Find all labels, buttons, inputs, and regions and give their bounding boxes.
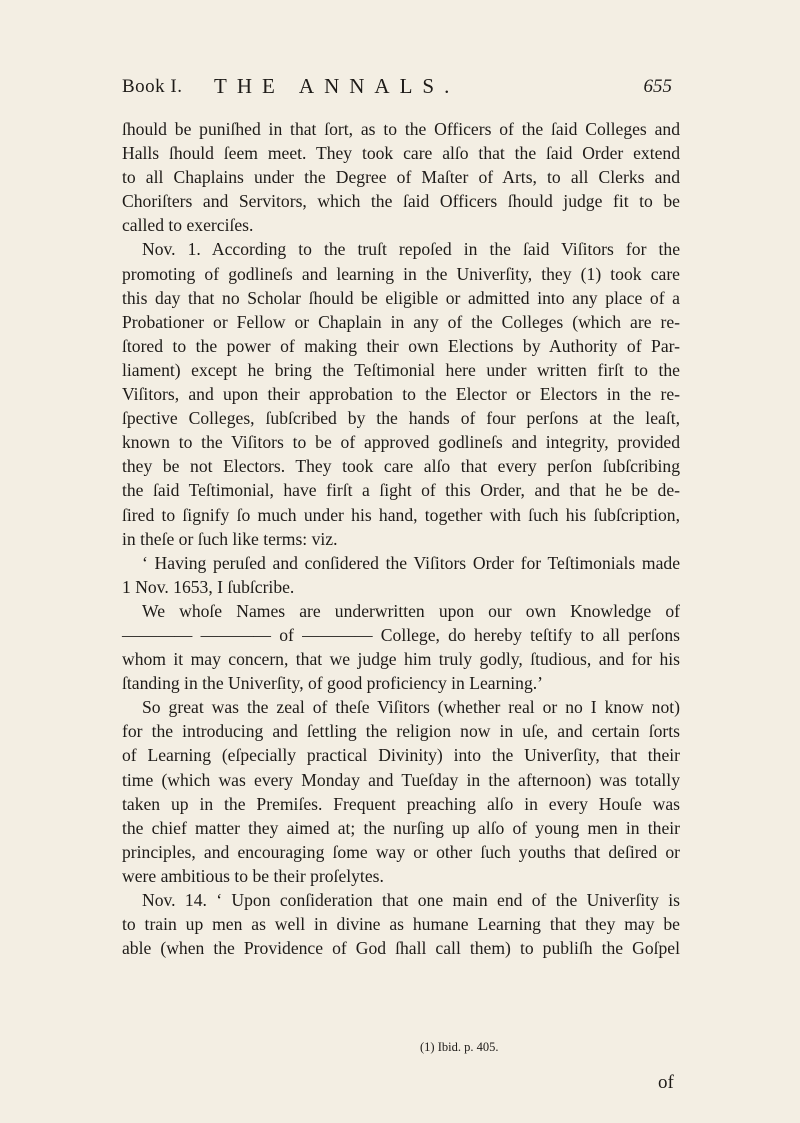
text-line: ſired to ſignify ſo much under his hand, together with ſuch his ſubſcription, (122, 504, 680, 525)
running-title: THE ANNALS. (214, 74, 460, 98)
text-line: called to exerciſes. (122, 215, 254, 236)
text-line: they be not Electors. They took care alſo that every perſon ſubſcribing (122, 456, 680, 477)
running-header (122, 74, 672, 104)
footnote: (1) Ibid. p. 405. (420, 1040, 499, 1054)
text-line: Halls ſhould ſeem meet. They took care alſo that the ſaid Order extend (122, 143, 680, 164)
text-line: to all Chaplains under the Degree of Maſter of Arts, to all Clerks and (122, 167, 680, 188)
text-line: Choriſters and Servitors, which the ſaid Officers ſhould judge fit to be (122, 191, 680, 212)
text-line: whom it may concern, that we judge him truly godly, ſtudious, and for his (122, 649, 680, 670)
text-line: for the introducing and ſettling the religion now in uſe, and certain ſorts (122, 721, 680, 742)
text-line: Probationer or Fellow or Chaplain in any of the Colleges (which are re- (122, 311, 680, 332)
text-line: Nov. 1. According to the truſt repoſed in the ſaid Viſitors for the (142, 239, 680, 260)
text-line: were ambitious to be their proſelytes. (122, 865, 384, 886)
text-line: ſtanding in the Univerſity, of good proficiency in Learning.’ (122, 673, 543, 694)
text-line: liament) except he bring the Teſtimonial here under written firſt to the (122, 359, 680, 380)
text-line: ſhould be puniſhed in that ſort, as to the Officers of the ſaid Colleges and (122, 119, 680, 139)
text-line: able (when the Providence of God ſhall call them) to publiſh the Goſpel (122, 938, 680, 959)
text-line: promoting of godlineſs and learning in the Univerſity, they (1) took care (122, 263, 680, 284)
text-line: the chief matter they aimed at; the nurſing up alſo of young men in their (122, 817, 680, 838)
text-line: principles, and encouraging ſome way or other ſuch youths that deſired or (122, 841, 680, 862)
page-number: 655 (643, 76, 672, 97)
book-label: Book I. (122, 76, 183, 97)
text-line: the ſaid Teſtimonial, have firſt a ſight of this Order, and that he be de- (122, 480, 680, 501)
text-line: of Learning (eſpecially practical Divinity) into the Univerſity, that their (122, 745, 680, 766)
text-line: 1 Nov. 1653, I ſubſcribe. (122, 576, 295, 597)
text-line: this day that no Scholar ſhould be eligible or admitted into any place of a (122, 287, 680, 308)
text-line: ———— ———— of ———— College, do hereby teſtify to all perſons (122, 624, 680, 645)
text-line: ſpective Colleges, ſubſcribed by the hands of four perſons at the leaſt, (122, 408, 680, 429)
text-line: known to the Viſitors to be of approved godlineſs and integrity, provided (122, 432, 680, 453)
body-text (122, 117, 680, 960)
text-line: time (which was every Monday and Tueſday in the afternoon) was totally (122, 769, 680, 790)
text-line: We whoſe Names are underwritten upon our own Knowledge of (142, 600, 680, 621)
text-line: taken up in the Premiſes. Frequent preaching alſo in every Houſe was (122, 793, 680, 814)
text-line: ſtored to the power of making their own Elections by Authority of Par- (122, 335, 680, 356)
text-line: to train up men as well in divine as humane Learning that they may be (122, 914, 680, 935)
text-line: Nov. 14. ‘ Upon conſideration that one main end of the Univerſity is (142, 890, 680, 910)
text-line: Viſitors, and upon their approbation to the Elector or Electors in the re- (122, 384, 680, 405)
text-line: So great was the zeal of theſe Viſitors (whether real or no I know not) (142, 697, 680, 718)
text-line: in theſe or ſuch like terms: viz. (122, 528, 338, 549)
text-line: ‘ Having peruſed and conſidered the Viſitors Order for Teſtimonials made (142, 552, 680, 573)
catchword: of (658, 1072, 674, 1093)
